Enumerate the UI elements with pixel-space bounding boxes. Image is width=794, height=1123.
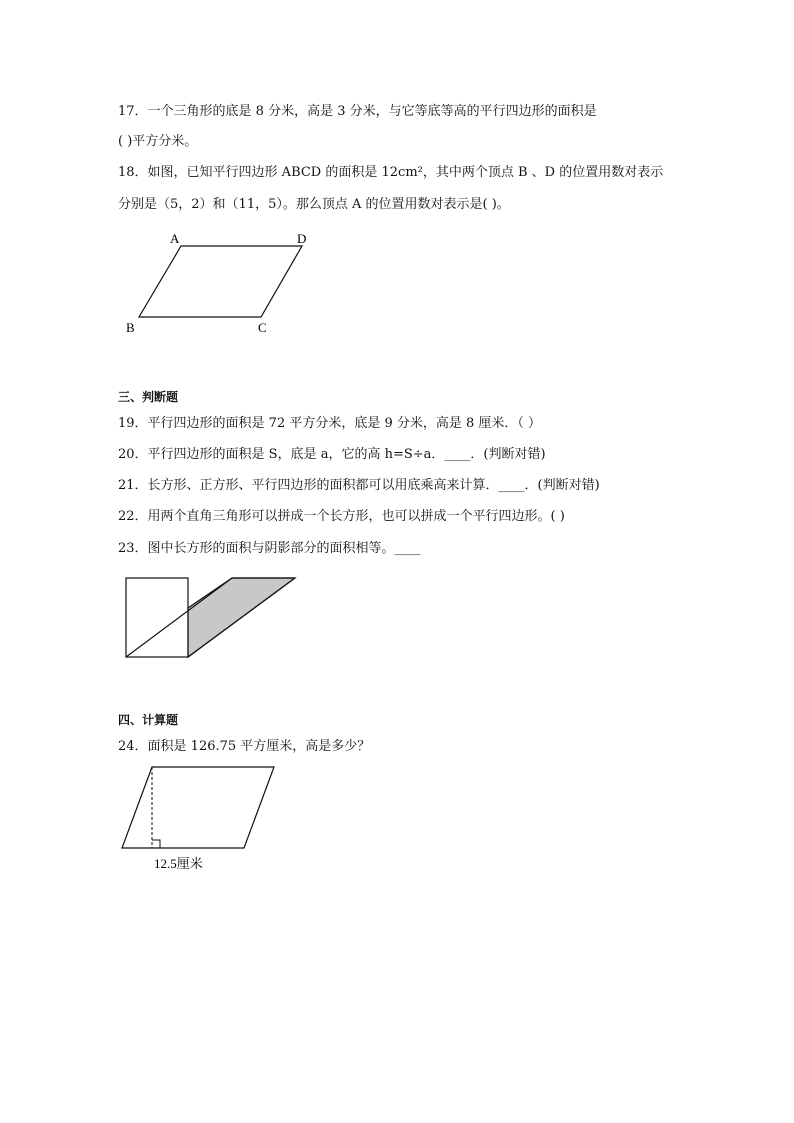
parallelogram-height-figure: [112, 760, 287, 878]
parallelogram-shape: [122, 767, 274, 848]
q17-line2: ( )平方分米。: [118, 134, 198, 149]
q20-text: 20．平行四边形的面积是 S，底是 a，它的高 h=S÷a．____．(判断对错): [118, 447, 546, 462]
vertex-b-label: B: [126, 320, 135, 335]
q24-text: 24．面积是 126.75 平方厘米，高是多少？: [118, 739, 371, 754]
base-length-label: 12.5厘米: [154, 856, 203, 871]
vertex-c-label: C: [258, 320, 267, 335]
q21-text: 21．长方形、正方形、平行四边形的面积都可以用底乘高来计算．____．(判断对错): [118, 478, 600, 493]
parallelogram-abcd-shape: [139, 246, 302, 317]
vertex-a-label: A: [170, 231, 180, 246]
parallelogram-abcd-figure: [118, 226, 328, 338]
q17-line1: 17．一个三角形的底是 8 分米，高是 3 分米，与它等底等高的平行四边形的面积是: [118, 104, 597, 119]
q22-text: 22．用两个直角三角形可以拼成一个长方形，也可以拼成一个平行四边形。( ): [118, 509, 565, 524]
q19-text: 19．平行四边形的面积是 72 平方分米，底是 9 分米，高是 8 厘米．（ ）: [118, 416, 542, 431]
right-angle-mark: [152, 840, 160, 848]
q18-line2: 分别是（5，2）和（11，5）。那么顶点 A 的位置用数对表示是( )。: [118, 197, 510, 212]
q18-line1: 18．如图，已知平行四边形 ABCD 的面积是 12cm²，其中两个顶点 B 、D 的位置用数对表示: [118, 165, 664, 180]
q23-text: 23．图中长方形的面积与阴影部分的面积相等。____: [118, 541, 421, 556]
vertex-d-label: D: [297, 231, 307, 246]
section3-title: 三、判断题: [118, 390, 179, 404]
rectangle-shaded-parallelogram-figure: [118, 570, 308, 665]
section4-title: 四、计算题: [118, 713, 179, 727]
